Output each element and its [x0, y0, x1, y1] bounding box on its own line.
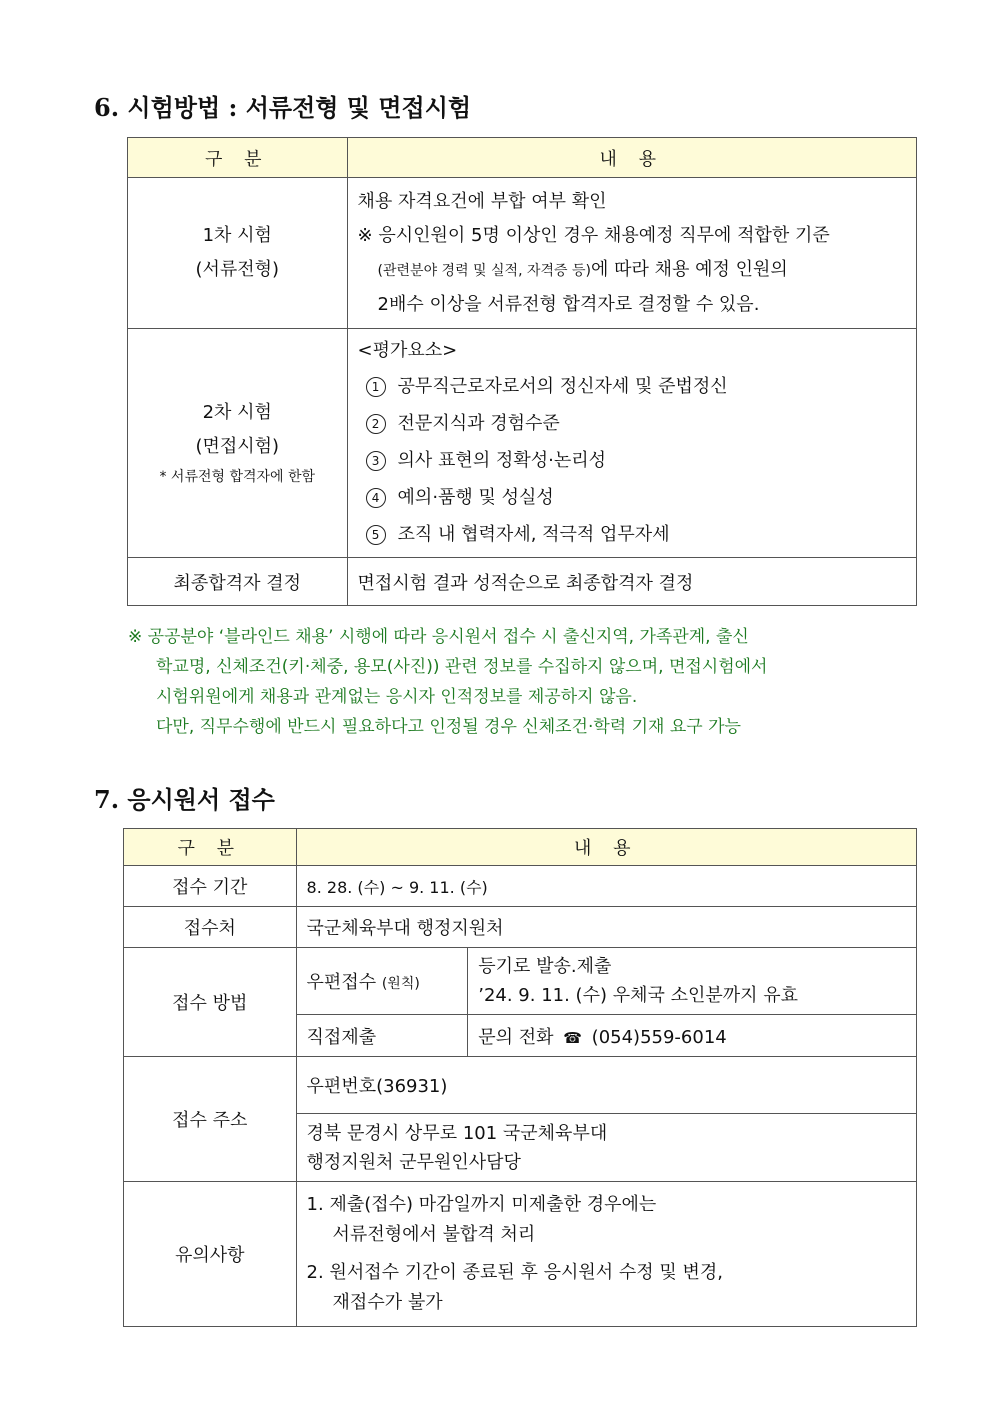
place-label: 접수처	[124, 907, 297, 948]
notice-line-4: 다만, 직무수행에 반드시 필요하다고 인정될 경우 신체조건·학력 기재 요구 가능	[156, 717, 741, 737]
section-7-title: 7. 응시원서 접수	[94, 785, 275, 814]
item-number-badge: 2	[366, 414, 386, 434]
caution-item-2a: 2. 원서접수 기간이 종료된 후 응시원서 수정 및 변경,	[306, 1262, 723, 1283]
first-exam-line-3	[358, 253, 906, 288]
mail-line-2: ’24. 9. 11. (수) 우체국 소인분까지 유효	[478, 985, 799, 1006]
row-second-exam-label	[128, 329, 348, 558]
mail-label-cell	[296, 948, 468, 1015]
header-content: 내 용	[347, 138, 916, 178]
caution-item-2b: 재접수가 불가	[332, 1292, 443, 1313]
item-text: 의사 표현의 정확성·논리성	[397, 449, 606, 471]
application-table	[123, 828, 917, 1327]
first-exam-line-2: ※ 응시인원이 5명 이상인 경우 채용예정 직무에 적합한 기준	[357, 224, 830, 246]
evaluation-item	[358, 405, 906, 442]
item-text: 공무직근로자로서의 정신자세 및 준법정신	[397, 375, 728, 397]
mail-label: 우편접수	[306, 972, 377, 993]
evaluation-heading: <평가요소>	[357, 339, 458, 361]
evaluation-item	[358, 479, 906, 516]
first-exam-line-4: 2배수 이상을 서류전형 합격자로 결정할 수 있음.	[377, 293, 760, 315]
first-exam-line-3-rest: 에 따라 채용 예정 인원의	[590, 258, 788, 280]
row-first-exam-label	[128, 178, 348, 329]
mail-label-note: (원칙)	[381, 976, 420, 992]
zip-code: 우편번호(36931)	[296, 1057, 916, 1114]
first-exam-line-1: 채용 자격요건에 부합 여부 확인	[357, 190, 607, 212]
item-number-badge: 1	[366, 377, 386, 397]
item-number-badge: 4	[366, 488, 386, 508]
evaluation-items	[358, 368, 906, 553]
direct-text: 문의 전화	[478, 1026, 554, 1048]
evaluation-item	[358, 516, 906, 553]
first-exam-sublabel: (서류전형)	[195, 259, 280, 280]
caution-item-1b: 서류전형에서 불합격 처리	[332, 1224, 536, 1245]
address-line-2: 행정지원처 군무원인사담당	[306, 1151, 521, 1173]
address-line-1: 경북 문경시 상무로 101 국군체육부대	[306, 1122, 608, 1144]
notice-line-2: 학교명, 신체조건(키·체중, 용모(사진)) 관련 정보를 수집하지 않으며, 면접시험에서	[156, 657, 768, 677]
caution-item-1a: 1. 제출(접수) 마감일까지 미제출한 경우에는	[306, 1194, 657, 1215]
first-exam-label: 1차 시험	[202, 225, 272, 246]
phone-number: (054)559-6014	[591, 1026, 727, 1048]
address-label: 접수 주소	[124, 1057, 297, 1182]
second-exam-sublabel: (면접시험)	[195, 436, 280, 457]
caution-label: 유의사항	[124, 1182, 297, 1327]
row-first-exam-content	[347, 178, 916, 329]
mail-content	[468, 948, 917, 1015]
period-value: 8. 28. (수) ~ 9. 11. (수)	[296, 866, 916, 907]
notice-line-1: ※ 공공분야 ‘블라인드 채용’ 시행에 따라 응시원서 접수 시 출신지역, 가족관계, 출신	[128, 627, 749, 647]
header-category-2: 구 분	[124, 829, 297, 866]
mail-line-1: 등기로 발송.제출	[478, 956, 612, 977]
item-text: 조직 내 협력자세, 적극적 업무자세	[397, 523, 670, 545]
second-exam-label: 2차 시험	[202, 402, 272, 423]
blind-recruitment-notice	[128, 622, 767, 742]
first-exam-small-note: (관련분야 경력 및 실적, 자격증 등)	[377, 262, 591, 279]
direct-label: 직접제출	[296, 1015, 468, 1057]
item-text: 예의·품행 및 성실성	[397, 486, 554, 508]
row-second-exam-content	[347, 329, 916, 558]
section-6-title: 6. 시험방법 : 서류전형 및 면접시험	[94, 93, 472, 122]
item-number-badge: 3	[366, 451, 386, 471]
final-decision-label: 최종합격자 결정	[128, 558, 348, 606]
exam-method-table	[127, 137, 917, 606]
caution-content	[296, 1182, 916, 1327]
notice-line-3: 시험위원에게 채용과 관계없는 응시자 인적정보를 제공하지 않음.	[156, 687, 638, 707]
phone-icon: ☎	[563, 1028, 582, 1047]
method-label: 접수 방법	[124, 948, 297, 1057]
period-label: 접수 기간	[124, 866, 297, 907]
direct-content	[468, 1015, 917, 1057]
header-content-2: 내 용	[296, 829, 916, 866]
address-content	[296, 1114, 916, 1182]
evaluation-item	[358, 442, 906, 479]
item-number-badge: 5	[366, 525, 386, 545]
place-value: 국군체육부대 행정지원처	[296, 907, 916, 948]
item-text: 전문지식과 경험수준	[397, 412, 560, 434]
second-exam-note: * 서류전형 합격자에 한함	[159, 469, 316, 485]
final-decision-content: 면접시험 결과 성적순으로 최종합격자 결정	[347, 558, 916, 606]
evaluation-item	[358, 368, 906, 405]
header-category: 구 분	[128, 138, 348, 178]
